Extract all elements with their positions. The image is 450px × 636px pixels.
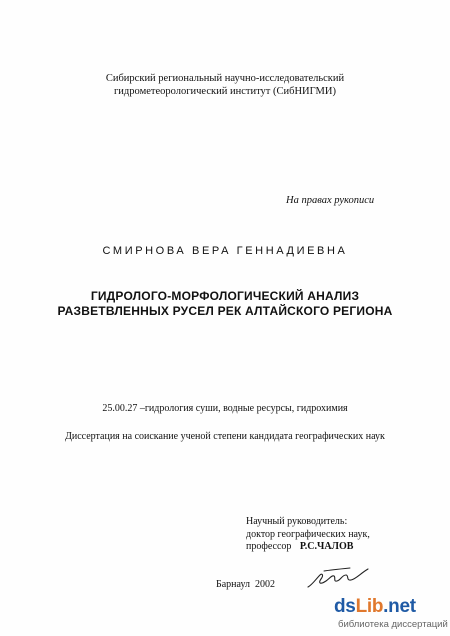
rights-note: На правах рукописи	[286, 195, 375, 206]
signature-icon	[306, 563, 376, 593]
dissertation-title	[0, 289, 450, 319]
title-line-2: РАЗВЕТВЛЕННЫХ РУСЕЛ РЕК АЛТАЙСКОГО РЕГИОНА	[57, 304, 393, 318]
specialty-code: 25.00.27 –гидрология суши, водные ресурсы, гидрохимия	[102, 403, 348, 414]
supervisor-degree: доктор географических наук,	[246, 528, 370, 540]
logo-ds: ds	[334, 596, 356, 617]
institution-name	[0, 72, 450, 98]
author-name: СМИРНОВА ВЕРА ГЕННАДИЕВНА	[102, 245, 348, 257]
institution-line-1: Сибирский региональный научно-исследовательский	[105, 73, 345, 84]
dslib-watermark	[324, 596, 448, 634]
supervisor-name: Р.С.ЧАЛОВ	[299, 541, 354, 552]
supervisor-label: Научный руководитель:	[246, 516, 348, 527]
title-line-1: ГИДРОЛОГО-МОРФОЛОГИЧЕСКИЙ АНАЛИЗ	[90, 289, 360, 303]
degree-statement: Диссертация на соискание ученой степени кандидата географических наук	[65, 431, 385, 442]
city-year: Барнаул 2002	[216, 579, 276, 590]
dslib-logo	[334, 596, 416, 618]
supervisor-rank-line	[246, 541, 370, 554]
watermark-subtitle: библиотека диссертаций	[338, 619, 448, 630]
institution-line-2: гидрометеорологический институт (СибНИГМИ)	[114, 86, 336, 97]
logo-lib: Lib	[355, 596, 384, 617]
logo-net: .net	[383, 596, 416, 617]
supervisor-rank: профессор	[246, 541, 292, 552]
supervisor-block	[246, 516, 370, 554]
